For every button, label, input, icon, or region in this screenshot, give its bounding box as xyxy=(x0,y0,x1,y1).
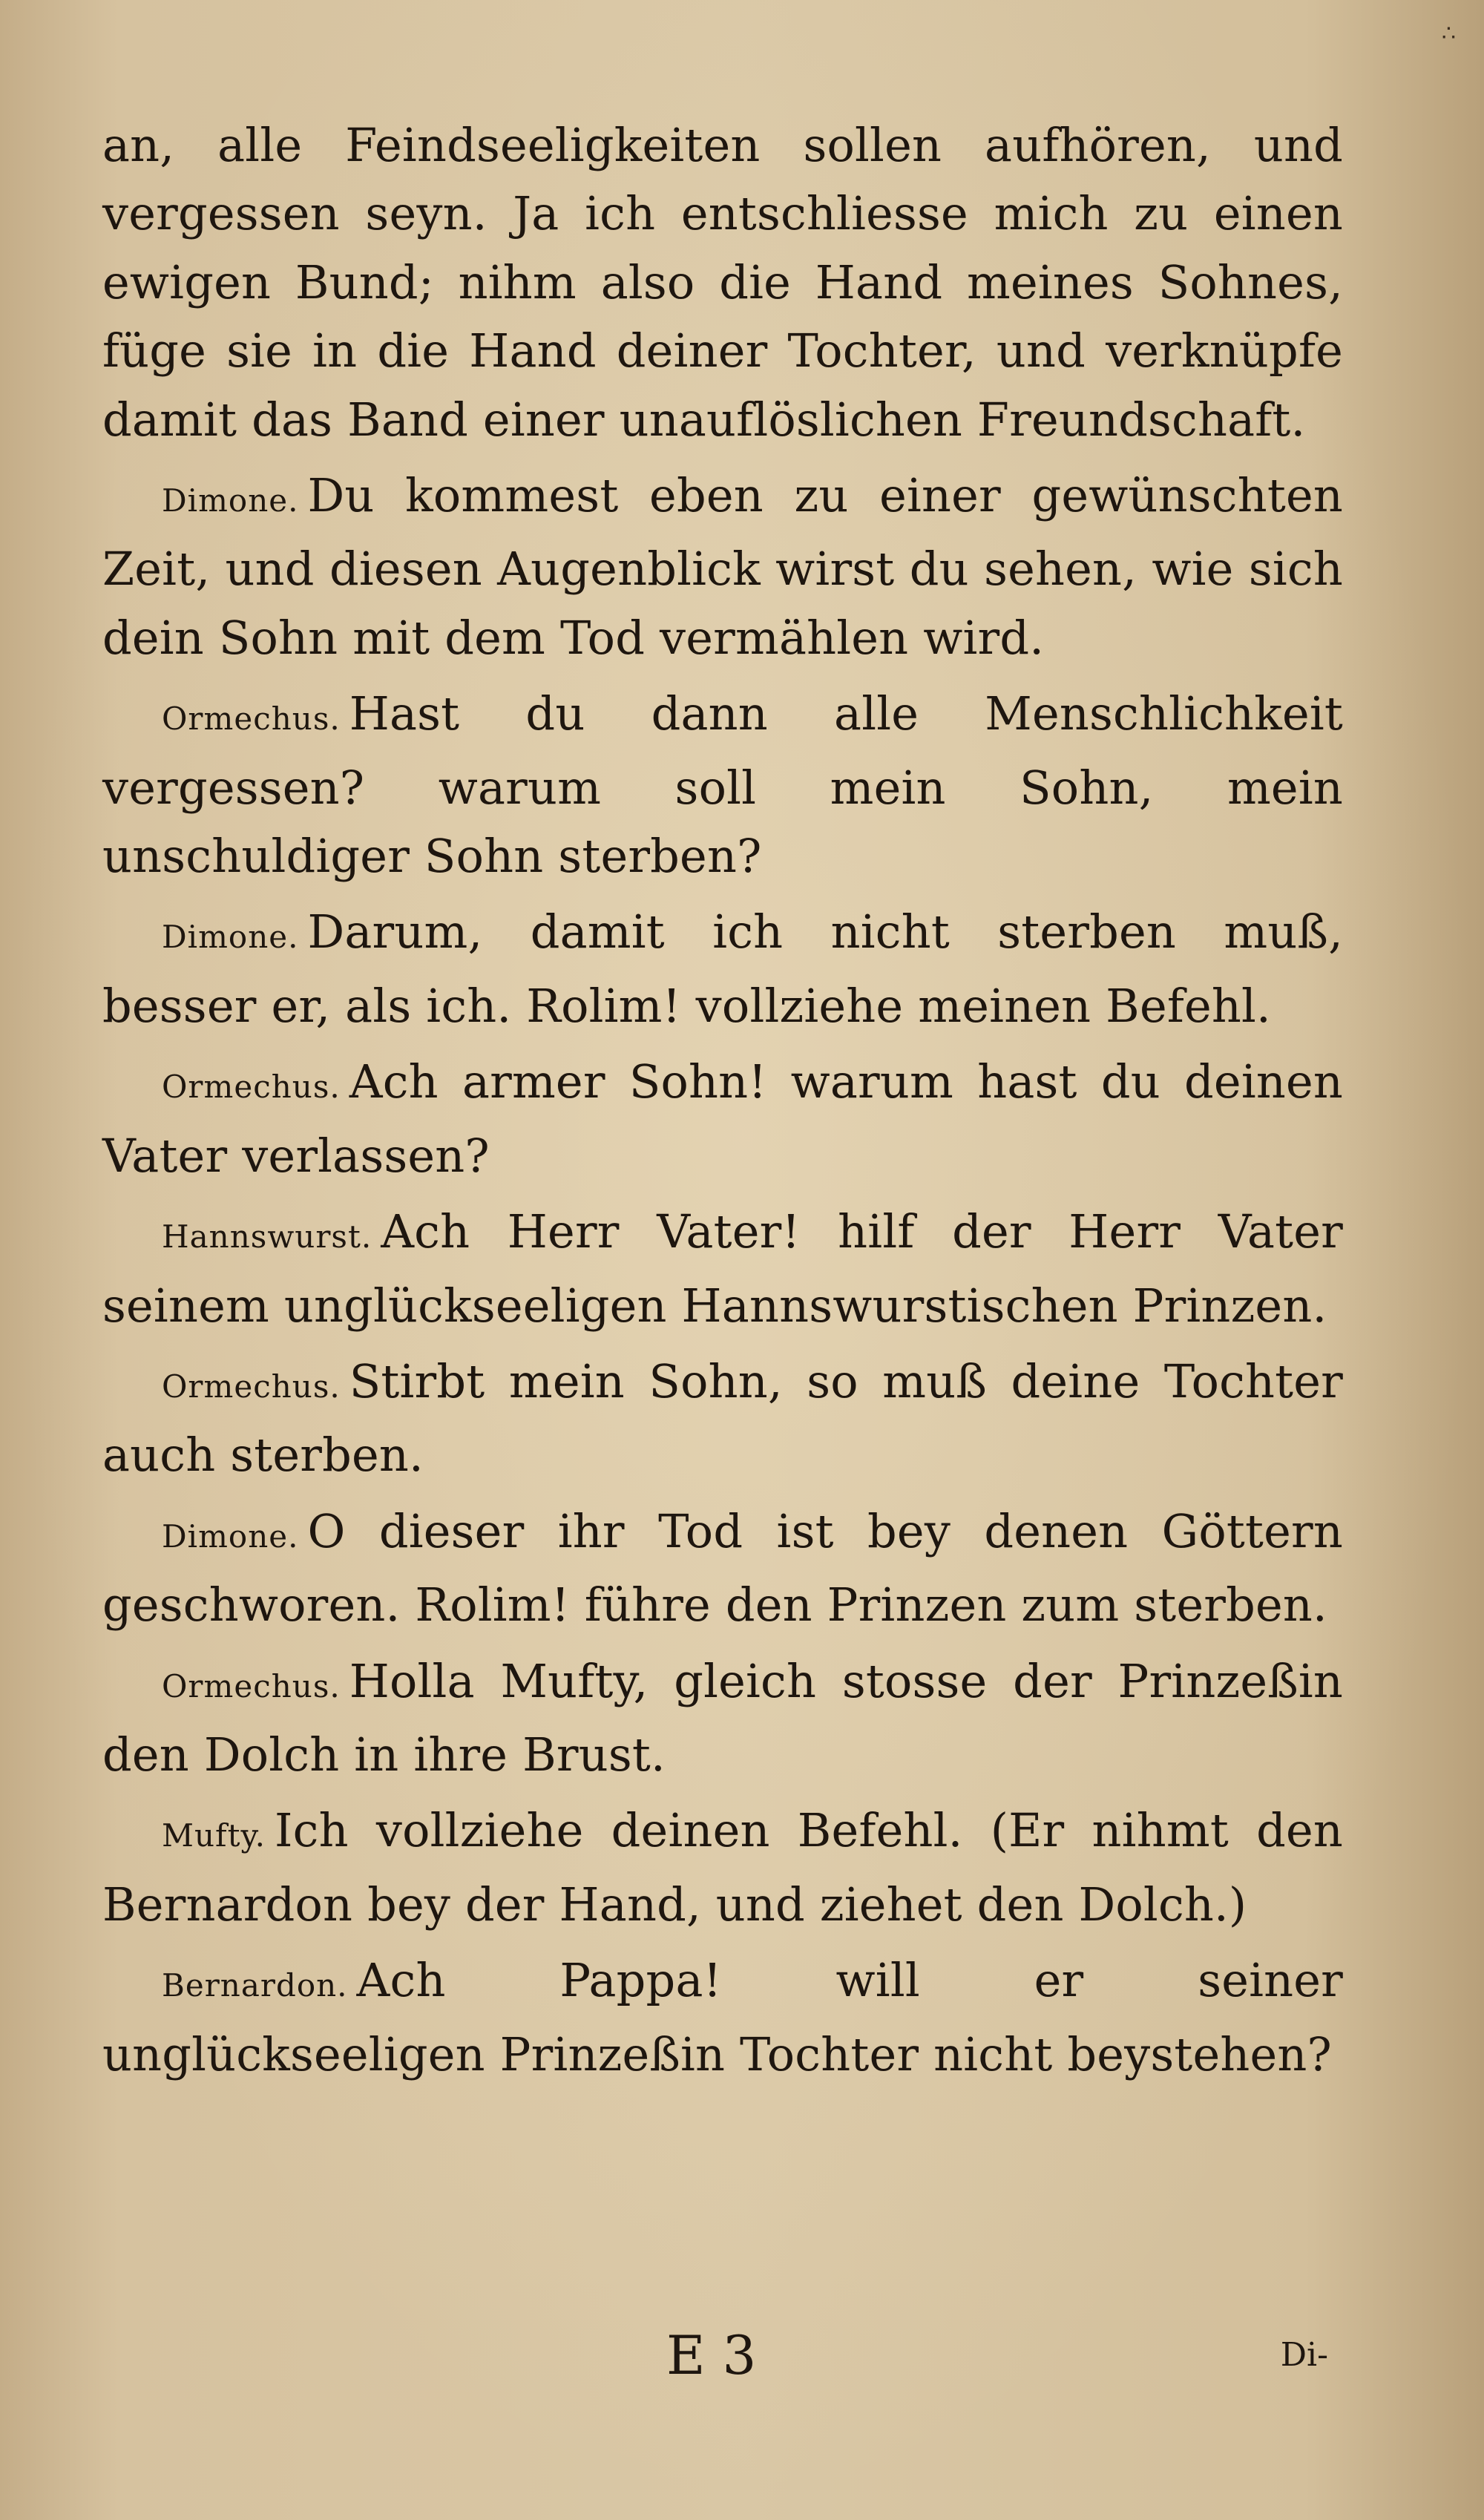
paragraph-6 xyxy=(102,1348,1343,1490)
speaker-name: Dimone. xyxy=(162,1517,299,1555)
speaker-name: Dimone. xyxy=(162,482,299,519)
paragraph-text: O dieser ihr Tod ist bey denen Göttern geschworen. Rolim! führe den Prinzen zum sterben. xyxy=(102,1503,1343,1633)
speaker-name: Bernardon. xyxy=(162,1967,348,2004)
speaker-name: Mufty. xyxy=(162,1817,266,1854)
paragraph-9 xyxy=(102,1797,1343,1939)
paragraph-text: Ach Herr Vater! hilf der Herr Vater seinem unglückseeligen Hannswurstischen Prinzen. xyxy=(102,1204,1343,1333)
paragraph-8 xyxy=(102,1647,1343,1790)
signature-mark: E 3 xyxy=(666,2324,757,2386)
paragraph-2 xyxy=(102,680,1343,890)
paragraph-4 xyxy=(102,1048,1343,1190)
paragraph-text: Ach Pappa! will er seiner unglückseeligen Prinzeßin Tochter nicht beystehen? xyxy=(102,1953,1343,2081)
speaker-name: Ormechus. xyxy=(162,1069,341,1106)
paragraph-text: Ich vollziehe deinen Befehl. (Er nihmt den Bernardon bey der Hand, und ziehet den Dolch.) xyxy=(102,1803,1343,1932)
corner-mark: ∴ xyxy=(1441,21,1456,47)
paragraph-text: Hast du dann alle Menschlichkeit vergessen? warum soll mein Sohn, mein unschuldiger Sohn sterben? xyxy=(102,686,1343,884)
speaker-name: Hannswurst. xyxy=(162,1218,372,1256)
paragraph-text: Stirbt mein Sohn, so muß deine Tochter auch sterben. xyxy=(102,1353,1343,1483)
paragraph-1 xyxy=(102,462,1343,672)
speaker-name: Ormechus. xyxy=(162,700,341,738)
speaker-name: Ormechus. xyxy=(162,1368,341,1405)
paragraph-10 xyxy=(102,1946,1343,2089)
speaker-name: Dimone. xyxy=(162,919,299,956)
speaker-name: Ormechus. xyxy=(162,1667,341,1704)
paragraph-7 xyxy=(102,1497,1343,1640)
paragraph-text: Holla Mufty, gleich stosse der Prinzeßin den Dolch in ihre Brust. xyxy=(102,1653,1343,1782)
paragraph-0 xyxy=(102,111,1343,454)
paragraph-text: an, alle Feindseeligkeiten sollen aufhören, und vergessen seyn. Ja ich entschliesse mich zu einen ewigen Bund; nihm also die Hand meines Sohnes, füge sie in die Hand deiner Tochter, und verknüpfe damit das Band einer unauflöslichen Freundschaft. xyxy=(102,118,1343,447)
paragraph-text: Ach armer Sohn! warum hast du deinen Vater verlassen? xyxy=(102,1054,1343,1183)
page-text xyxy=(102,111,1343,2096)
paragraph-5 xyxy=(102,1198,1343,1340)
page-footer xyxy=(102,2321,1343,2389)
paragraph-text: Du kommest eben zu einer gewünschten Zeit, und diesen Augenblick wirst du sehen, wie sich dein Sohn mit dem Tod vermählen wird. xyxy=(102,468,1343,665)
paragraph-3 xyxy=(102,898,1343,1040)
catchword: Di- xyxy=(1280,2336,1328,2374)
paragraph-text: Darum, damit ich nicht sterben muß, besser er, als ich. Rolim! vollziehe meinen Befehl. xyxy=(102,905,1343,1033)
